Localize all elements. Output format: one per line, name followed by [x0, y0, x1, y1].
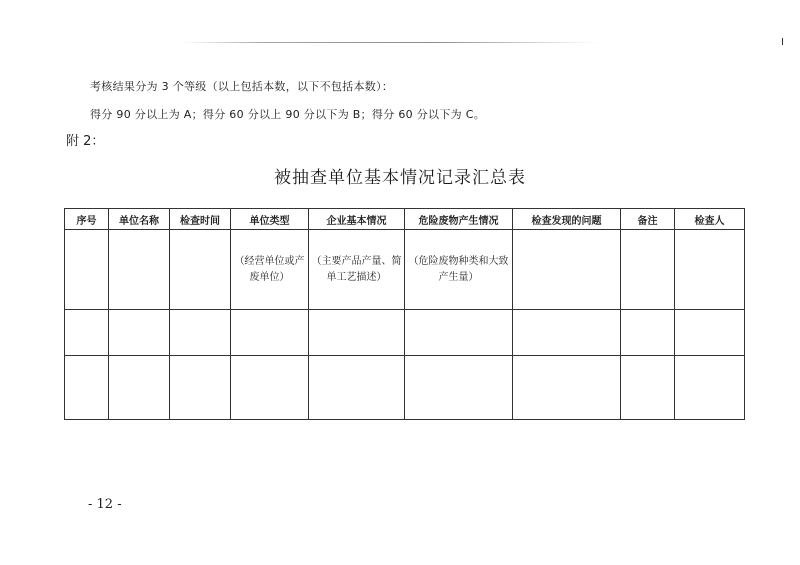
enterprise-info-hint: （主要产品产量、简单工艺描述） — [311, 256, 402, 283]
table-row — [65, 230, 745, 310]
grading-intro: 考核结果分为 3 个等级（以上包括本数，以下不包括本数）： — [90, 80, 394, 93]
table-cell — [309, 310, 405, 356]
record-summary-table — [64, 208, 745, 420]
page-number: - 12 - — [88, 497, 122, 512]
table-header-row — [65, 209, 745, 230]
table-title: 被抽查单位基本情况记录汇总表 — [274, 168, 526, 188]
header-inspector: 检查人 — [675, 209, 745, 230]
table-cell — [405, 310, 513, 356]
table-cell — [170, 230, 231, 310]
table-cell — [170, 310, 231, 356]
table-cell — [309, 230, 405, 310]
header-waste-info: 危险废物产生情况 — [405, 209, 513, 230]
table-cell — [621, 310, 675, 356]
header-inspection-time: 检查时间 — [170, 209, 231, 230]
table-cell — [109, 356, 170, 420]
table-cell — [513, 310, 621, 356]
table-cell — [675, 230, 745, 310]
table-cell — [231, 310, 309, 356]
table-row — [65, 310, 745, 356]
table-cell — [170, 356, 231, 420]
table-cell — [621, 356, 675, 420]
table-cell — [513, 230, 621, 310]
annex-label: 附 2： — [66, 134, 105, 149]
table-row — [65, 356, 745, 420]
unit-type-hint: （经营单位或产废单位） — [234, 256, 305, 283]
table-cell — [405, 230, 513, 310]
header-enterprise-info: 企业基本情况 — [309, 209, 405, 230]
table-cell — [231, 356, 309, 420]
grading-rule: 得分 90 分以上为 A；得分 60 分以上 90 分以下为 B；得分 60 分以下为 C。 — [90, 108, 486, 121]
header-unit-type: 单位类型 — [231, 209, 309, 230]
table-cell — [675, 356, 745, 420]
header-seq: 序号 — [65, 209, 109, 230]
table-cell — [309, 356, 405, 420]
waste-info-hint: （危险废物种类和大致产生量） — [408, 256, 509, 283]
header-unit-name: 单位名称 — [109, 209, 170, 230]
table-cell — [109, 230, 170, 310]
table-cell — [621, 230, 675, 310]
table-cell — [65, 310, 109, 356]
header-remarks: 备注 — [621, 209, 675, 230]
table-cell — [675, 310, 745, 356]
table-cell — [109, 310, 170, 356]
table-cell — [231, 230, 309, 310]
header-issues-found: 检查发现的问题 — [513, 209, 621, 230]
table-cell — [513, 356, 621, 420]
table-cell — [405, 356, 513, 420]
table-cell — [65, 356, 109, 420]
scan-artifact-line — [180, 42, 600, 43]
scan-artifact-mark — [782, 38, 783, 45]
table-cell — [65, 230, 109, 310]
